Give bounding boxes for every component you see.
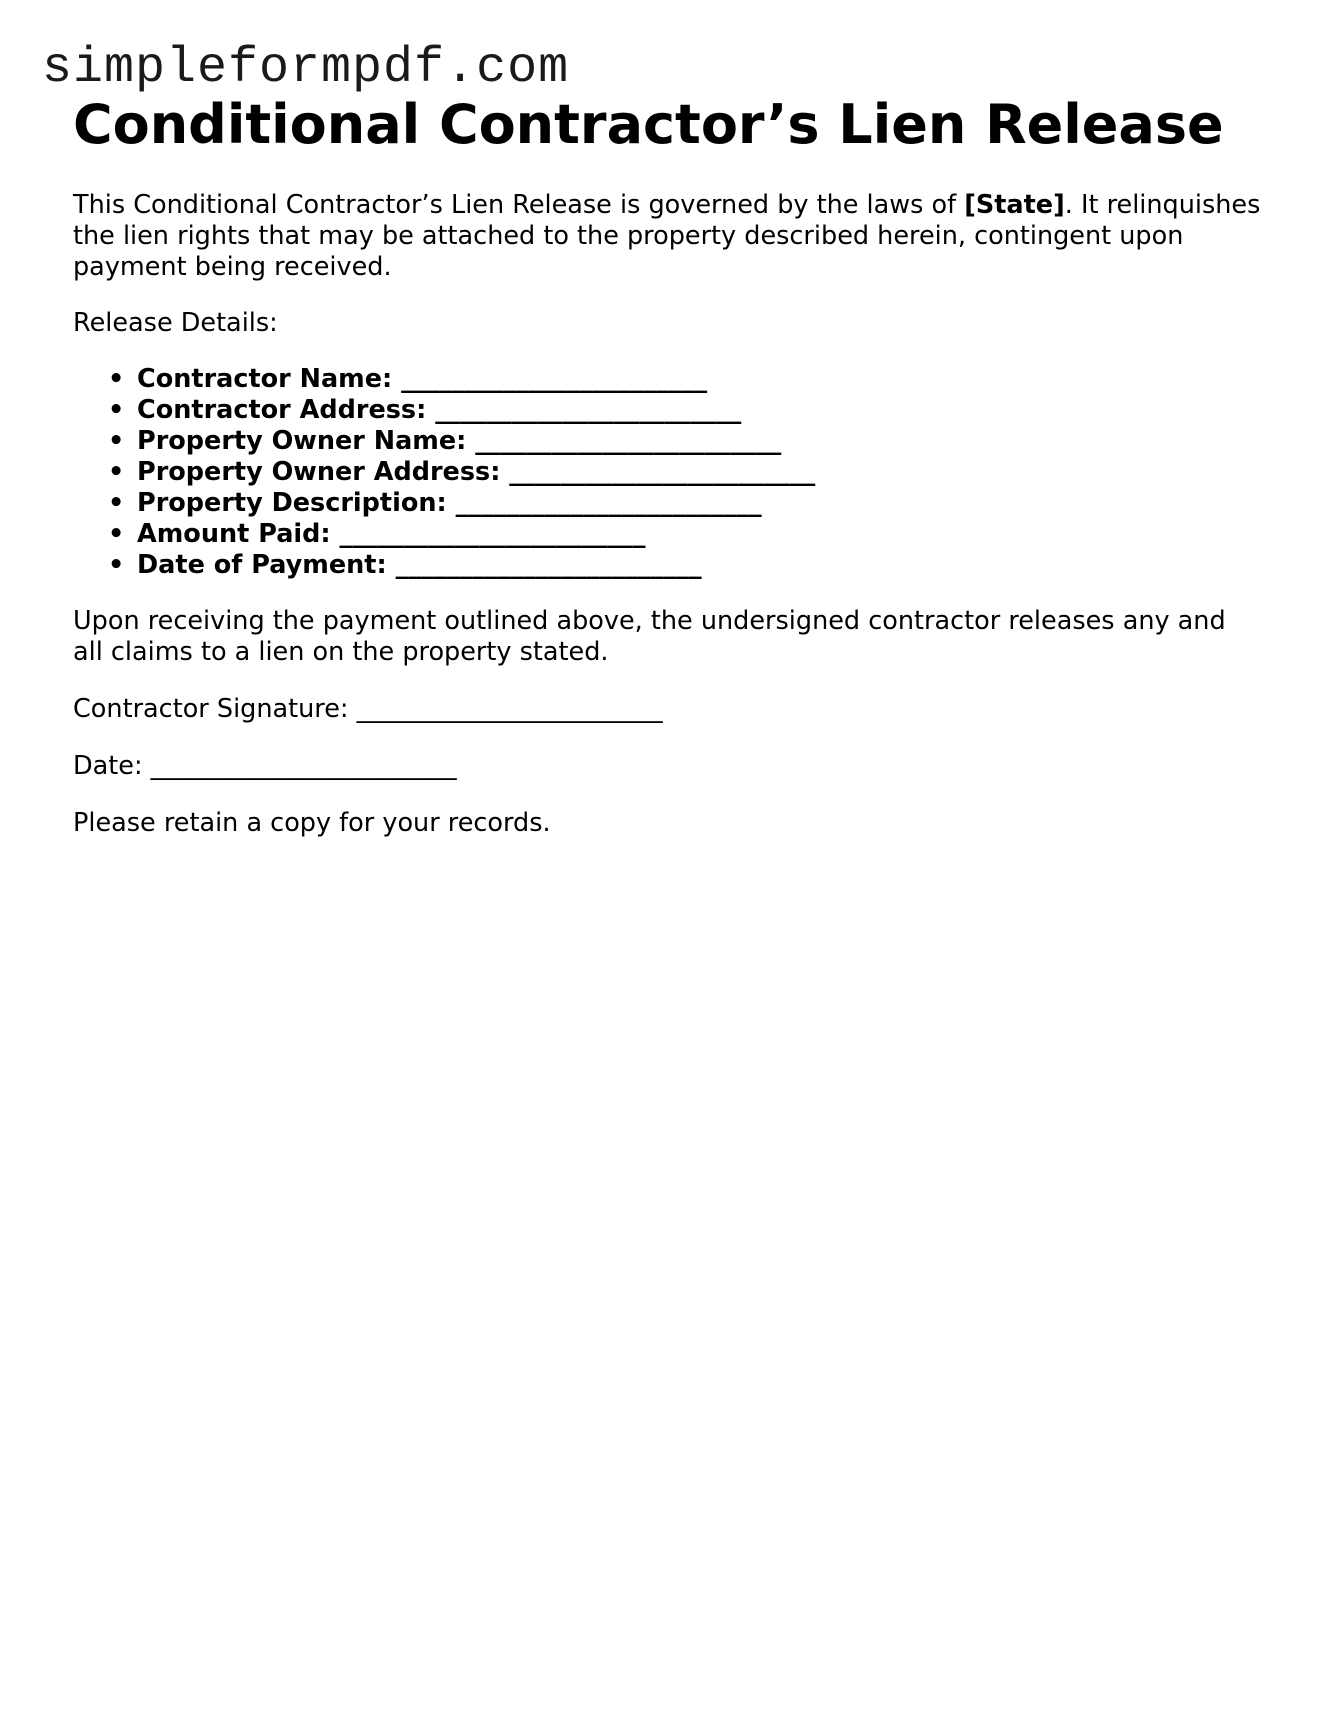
signature-blank[interactable]: ________________________ xyxy=(356,694,663,724)
site-watermark: simpleformpdf.com xyxy=(42,40,570,97)
field-label: Property Owner Address: xyxy=(137,457,501,487)
intro-text-start: This Conditional Contractor’s Lien Release is governed by the laws of xyxy=(73,190,965,220)
document-body xyxy=(73,90,1273,839)
field-blank[interactable]: ________________________ xyxy=(339,519,646,549)
retain-note: Please retain a copy for your records. xyxy=(73,808,551,838)
release-fields-list xyxy=(73,364,1273,581)
document-title: Conditional Contractor’s Lien Release xyxy=(73,93,1224,156)
field-property-owner-name xyxy=(137,426,1273,457)
field-label: Contractor Name: xyxy=(137,364,393,394)
date-blank[interactable]: ________________________ xyxy=(150,751,457,781)
closing-paragraph: Upon receiving the payment outlined above, the undersigned contractor releases any and all claims to a lien on the property stated. xyxy=(73,606,1226,667)
field-contractor-name xyxy=(137,364,1273,395)
date-line xyxy=(73,751,1273,782)
field-blank[interactable]: ________________________ xyxy=(475,426,782,456)
field-label: Contractor Address: xyxy=(137,395,427,425)
signature-label: Contractor Signature: xyxy=(73,694,349,724)
state-placeholder: [State] xyxy=(964,190,1065,220)
field-blank[interactable]: ________________________ xyxy=(395,550,702,580)
date-label: Date: xyxy=(73,751,143,781)
field-property-owner-address xyxy=(137,457,1273,488)
field-label: Amount Paid: xyxy=(137,519,331,549)
field-label: Property Owner Name: xyxy=(137,426,467,456)
field-blank[interactable]: ________________________ xyxy=(435,395,742,425)
field-label: Property Description: xyxy=(137,488,447,518)
field-date-of-payment xyxy=(137,550,1273,581)
intro-paragraph xyxy=(73,190,1263,283)
release-details-label: Release Details: xyxy=(73,308,278,338)
field-blank[interactable]: ________________________ xyxy=(509,457,816,487)
field-blank[interactable]: ________________________ xyxy=(401,364,708,394)
field-label: Date of Payment: xyxy=(137,550,387,580)
intro-text-end: . It relinquishes the lien rights that may be attached to the property described herein, contingent upon payment being received. xyxy=(73,190,1261,282)
field-amount-paid xyxy=(137,519,1273,550)
field-property-description xyxy=(137,488,1273,519)
field-contractor-address xyxy=(137,395,1273,426)
field-blank[interactable]: ________________________ xyxy=(455,488,762,518)
signature-line xyxy=(73,694,1273,725)
